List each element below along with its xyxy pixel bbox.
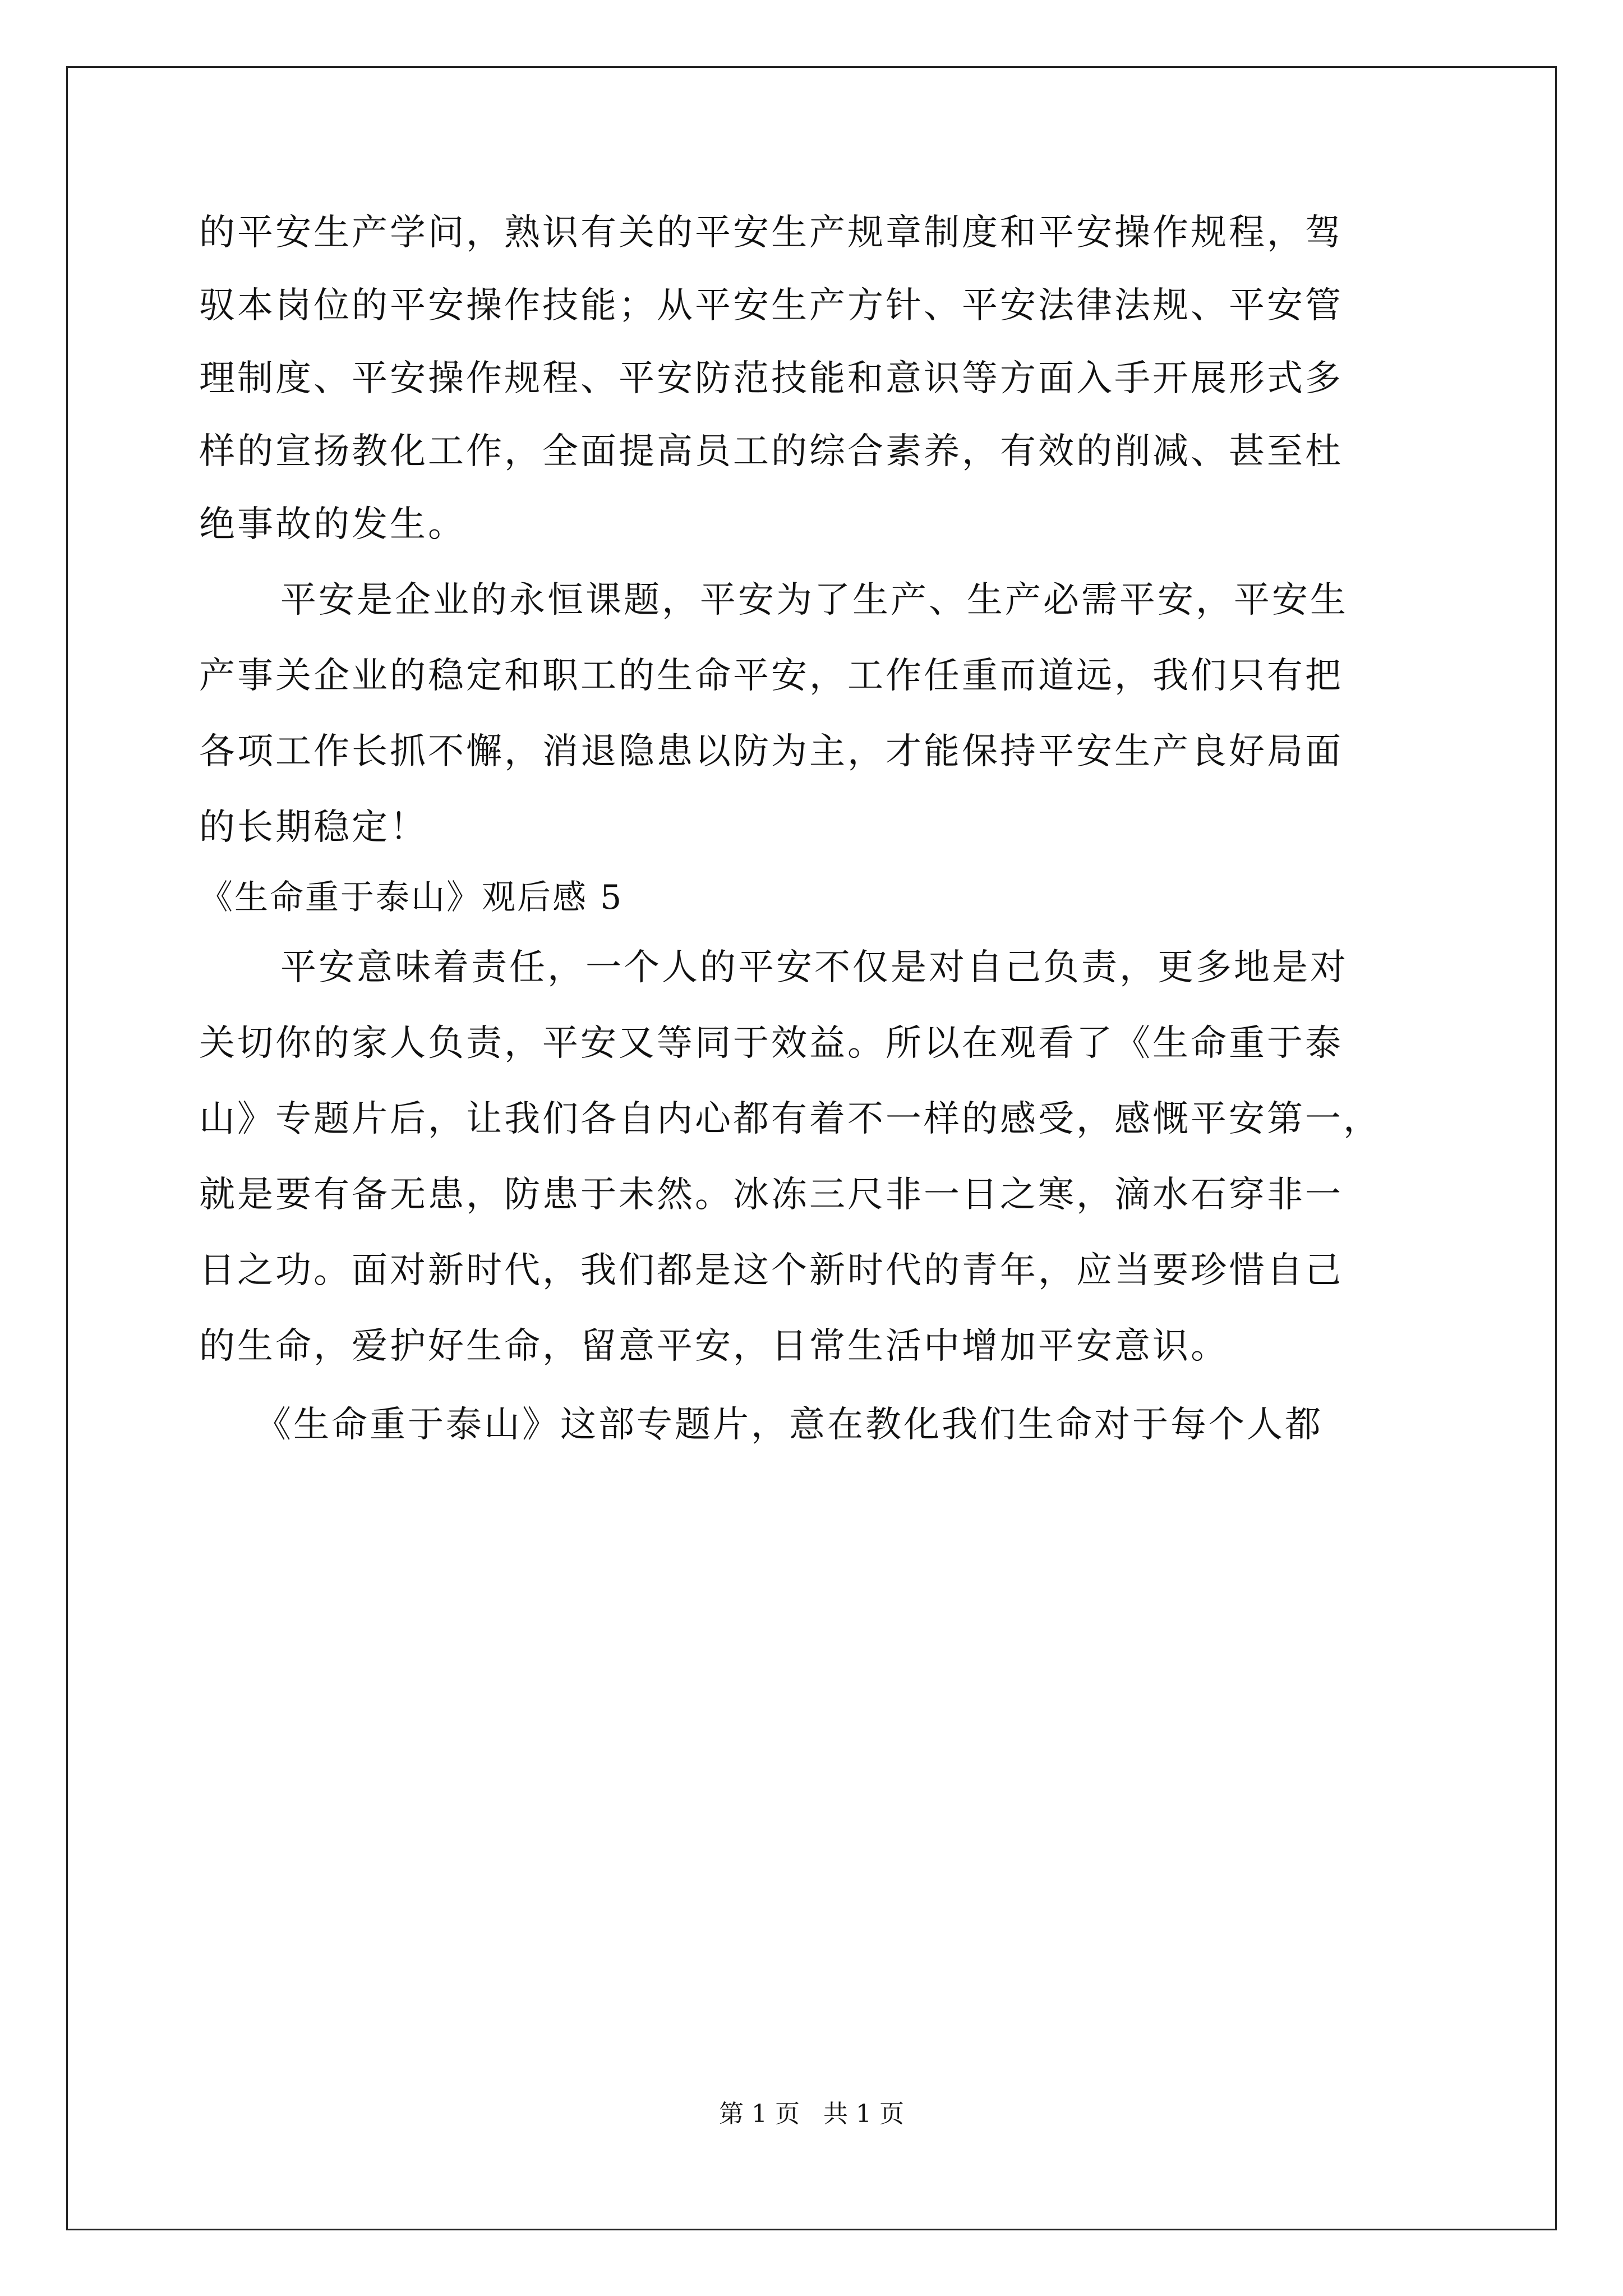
paragraph-line: 样的宣扬教化工作，全面提高员工的综合素养，有效的削减、甚至杜: [199, 431, 1343, 472]
paragraph-line: 各项工作长抓不懈，消退隐患以防为主，才能保持平安生产良好局面: [199, 731, 1343, 772]
paragraph-line: 绝事故的发生。: [199, 504, 466, 545]
paragraph-line: 的生命，爱护好生命，留意平安，日常生活中增加平安意识。: [199, 1326, 1229, 1367]
paragraph-line: 关切你的家人负责，平安又等同于效益。所以在观看了《生命重于泰: [199, 1023, 1343, 1064]
paragraph-line: 产事关企业的稳定和职工的生命平安，工作任重而道远，我们只有把: [199, 655, 1343, 697]
paragraph-line: 的平安生产学问，熟识有关的平安生产规章制度和平安操作规程，驾: [199, 212, 1343, 254]
paragraph-line: 驭本岗位的平安操作技能；从平安生产方针、平安法律法规、平安管: [199, 285, 1343, 326]
paragraph-line: 就是要有备无患，防患于未然。冰冻三尺非一日之寒，滴水石穿非一: [199, 1174, 1343, 1216]
section-heading: 《生命重于泰山》观后感 5: [199, 878, 624, 917]
page-footer: 第 1 页 共 1 页: [719, 2100, 904, 2128]
paragraph-line: 理制度、平安操作规程、平安防范技能和意识等方面入手开展形式多: [199, 358, 1343, 399]
paragraph-line: 日之功。面对新时代，我们都是这个新时代的青年，应当要珍惜自己: [199, 1250, 1343, 1291]
paragraph-line: 的长期稳定！: [199, 807, 428, 848]
paragraph-first-line: 平安是企业的永恒课题，平安为了生产、生产必需平安，平安生: [280, 579, 1348, 621]
paragraph-line: 山》专题片后，让我们各自内心都有着不一样的感受，感慨平安第一，: [199, 1098, 1381, 1140]
paragraph-first-line: 《生命重于泰山》这部专题片，意在教化我们生命对于每个人都: [255, 1404, 1323, 1446]
paragraph-first-line: 平安意味着责任，一个人的平安不仅是对自己负责，更多地是对: [280, 947, 1348, 988]
